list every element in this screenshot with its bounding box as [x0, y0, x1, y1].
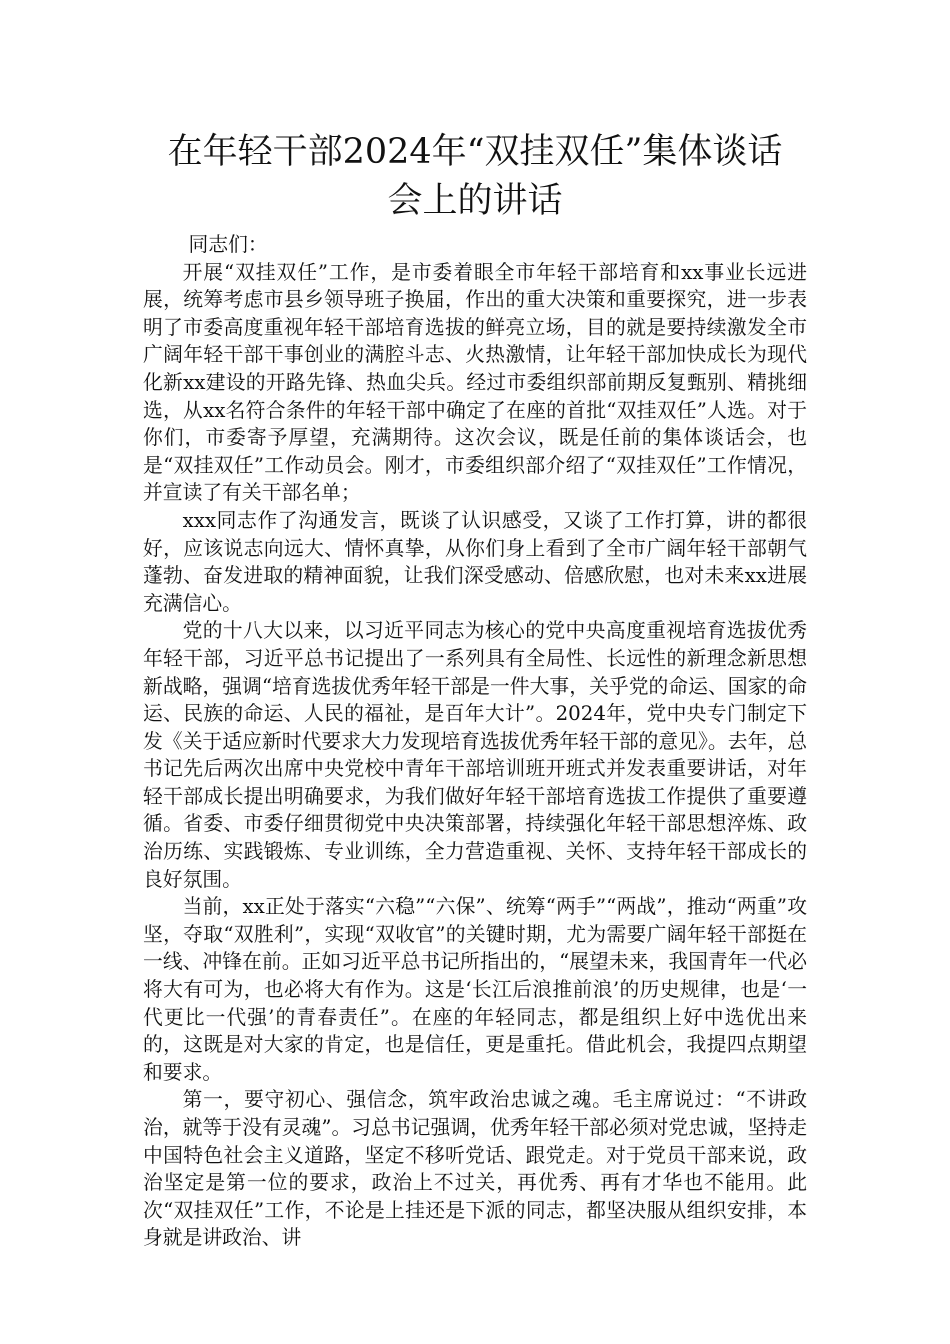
paragraph-5: 第一，要守初心、强信念，筑牢政治忠诚之魂。毛主席说过：“不讲政治，就等于没有灵魂”。习总书记强调，优秀年轻干部必须对党忠诚，坚持走中国特色社会主义道路，坚定不移听党话、跟党走。对于党员干部来说，政治坚定是第一位的要求，政治上不过关，再优秀、再有才华也不能用。此次“双挂双任”工作，不论是上挂还是下派的同志，都坚决服从组织安排，本身就是讲政治、讲 [143, 1088, 807, 1250]
paragraph-3: 党的十八大以来，以习近平同志为核心的党中央高度重视培育选拔优秀年轻干部，习近平总书记提出了一系列具有全局性、长远性的新理念新思想新战略，强调“培育选拔优秀年轻干部是一件大事，关乎党的命运、国家的命运、民族的命运、人民的福祉，是百年大计”。2024年，党中央专门制定下发《关于适应新时代要求大力发现培育选拔优秀年轻干部的意见》。去年，总书记先后两次出席中央党校中青年干部培训班开班式并发表重要讲话，对年轻干部成长提出明确要求，为我们做好年轻干部培育选拔工作提供了重要遵循。省委、市委仔细贯彻党中央决策部署，持续强化年轻干部思想淬炼、政治历练、实践锻炼、专业训练，全力营造重视、关怀、支持年轻干部成长的良好氛围。 [143, 619, 807, 891]
paragraph-1: 开展“双挂双任”工作，是市委着眼全市年轻干部培育和xx事业长远进展，统筹考虑市县乡领导班子换届，作出的重大决策和重要探究，进一步表明了市委高度重视年轻干部培育选拔的鲜亮立场，目的就是要持续激发全市广阔年轻干部干事创业的满腔斗志、火热激情，让年轻干部加快成长为现代化新xx建设的开路先锋、热血尖兵。经过市委组织部前期反复甄别、精挑细选，从xx名符合条件的年轻干部中确定了在座的首批“双挂双任”人选。对于你们，市委寄予厚望，充满期待。这次会议，既是任前的集体谈话会，也是“双挂双任”工作动员会。刚才，市委组织部介绍了“双挂双任”工作情况，并宣读了有关干部名单； [143, 260, 807, 505]
paragraph-2: xxx同志作了沟通发言，既谈了认识感受，又谈了工作打算，讲的都很好，应该说志向远大、情怀真挚，从你们身上看到了全市广阔年轻干部朝气蓬勃、奋发进取的精神面貌，让我们深受感动、倍感欣慰，也对未来xx进展充满信心。 [143, 508, 807, 615]
document-body [143, 231, 807, 1252]
document-page [143, 128, 807, 1252]
paragraph-4: 当前，xx正处于落实“六稳”“六保”、统筹“两手”“两战”，推动“两重”攻坚，夺取“双胜利”，实现“双收官”的关键时期，尤为需要广阔年轻干部挺在一线、冲锋在前。正如习近平总书记所指出的，“展望未来，我国青年一代必将大有可为，也必将大有作为。这是‘长江后浪推前浪’的历史规律，也是‘一代更比一代强’的青春责任”。在座的年轻同志，都是组织上好中选优出来的，这既是对大家的肯定，也是信任，更是重托。借此机会，我提四点期望和要求。 [143, 895, 807, 1084]
salutation: 同志们： [188, 233, 268, 256]
title-line-2: 会上的讲话 [387, 181, 563, 221]
document-title [143, 128, 807, 226]
title-line-1: 在年轻干部2024年“双挂双任”集体谈话 [167, 132, 783, 172]
